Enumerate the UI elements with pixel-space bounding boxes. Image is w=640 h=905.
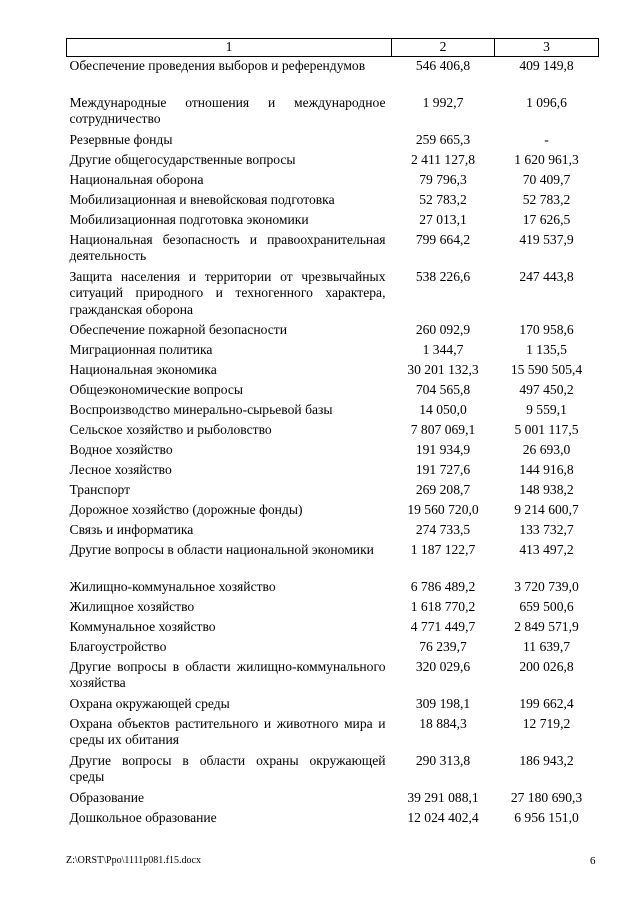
table-row xyxy=(67,151,599,171)
value-col2: 320 029,6 xyxy=(415,658,471,674)
table-row xyxy=(67,752,599,789)
row-label: Защита населения и территории от чрезвычайных ситуаций природного и техногенного характера, гражданская оборона xyxy=(69,268,386,317)
value-col3: 148 938,2 xyxy=(519,481,574,497)
value-col2: 2 411 127,8 xyxy=(410,151,476,167)
value-col2: 18 884,3 xyxy=(419,715,467,731)
value-col2: 79 796,3 xyxy=(419,171,467,187)
value-col3: 1 620 961,3 xyxy=(514,151,579,167)
value-col3: 170 958,6 xyxy=(519,321,574,337)
table-row xyxy=(67,381,599,401)
value-col3: 247 443,8 xyxy=(519,268,574,284)
value-col3: 186 943,2 xyxy=(519,752,574,768)
value-col3: 1 096,6 xyxy=(526,94,567,110)
row-label: Образование xyxy=(69,789,145,805)
value-col3: 70 409,7 xyxy=(522,171,571,187)
value-col3: 17 626,5 xyxy=(522,211,571,227)
value-col3: - xyxy=(544,131,549,147)
value-col3: 419 537,9 xyxy=(519,231,574,247)
table-row xyxy=(67,321,599,341)
table-row xyxy=(67,401,599,421)
value-col3: 659 500,6 xyxy=(519,598,574,614)
value-col2: 1 187 122,7 xyxy=(410,541,476,557)
row-label: Мобилизационная и вневойсковая подготовка xyxy=(69,191,335,207)
column-header-2: 2 xyxy=(392,39,495,57)
table-row xyxy=(67,94,599,131)
value-col3: 199 662,4 xyxy=(519,695,574,711)
row-label: Другие вопросы в области жилищно-коммунального хозяйства xyxy=(69,658,386,690)
value-col2: 269 208,7 xyxy=(415,481,471,497)
value-col3: 144 916,8 xyxy=(519,461,574,477)
value-col3: 133 732,7 xyxy=(519,521,574,537)
row-label: Национальная оборона xyxy=(69,171,204,187)
page-number: 6 xyxy=(590,855,596,867)
row-label: Национальная экономика xyxy=(69,361,217,377)
value-col2: 704 565,8 xyxy=(415,381,471,397)
table-row xyxy=(67,268,599,321)
value-col3: 26 693,0 xyxy=(522,441,571,457)
row-label: Охрана объектов растительного и животного мира и среды их обитания xyxy=(69,715,386,747)
value-col2: 30 201 132,3 xyxy=(407,361,479,377)
row-label: Водное хозяйство xyxy=(69,441,173,457)
value-col2: 19 560 720,0 xyxy=(407,501,479,517)
row-label: Охрана окружающей среды xyxy=(69,695,230,711)
value-col3: 6 956 151,0 xyxy=(514,809,579,825)
value-col2: 39 291 088,1 xyxy=(407,789,479,805)
row-label: Обеспечение проведения выборов и референдумов xyxy=(69,57,366,73)
table-row xyxy=(67,171,599,191)
value-col2: 52 783,2 xyxy=(419,191,467,207)
value-col2: 290 313,8 xyxy=(415,752,471,768)
value-col2: 260 092,9 xyxy=(415,321,471,337)
value-col3: 3 720 739,0 xyxy=(514,578,579,594)
table-row xyxy=(67,638,599,658)
table-row xyxy=(67,501,599,521)
value-col3: 11 639,7 xyxy=(522,638,571,654)
table-row xyxy=(67,191,599,211)
value-col2: 309 198,1 xyxy=(415,695,471,711)
table-row xyxy=(67,481,599,501)
value-col2: 12 024 402,4 xyxy=(407,809,479,825)
value-col3: 12 719,2 xyxy=(522,715,571,731)
budget-table xyxy=(66,38,599,829)
value-col3: 27 180 690,3 xyxy=(510,789,583,805)
value-col2: 1 618 770,2 xyxy=(410,598,476,614)
row-label: Жилищное хозяйство xyxy=(69,598,195,614)
footer-file-path: Z:\ORST\Ppo\1111p081.f15.docx xyxy=(66,855,201,866)
value-col2: 799 664,2 xyxy=(415,231,471,247)
row-label: Благоустройство xyxy=(69,638,167,654)
table-row xyxy=(67,461,599,481)
table-row xyxy=(67,578,599,598)
table-row xyxy=(67,541,599,578)
row-label: Коммунальное хозяйство xyxy=(69,618,216,634)
value-col2: 259 665,3 xyxy=(415,131,471,147)
value-col2: 14 050,0 xyxy=(419,401,467,417)
table-row xyxy=(67,231,599,268)
value-col3: 200 026,8 xyxy=(519,658,574,674)
row-label: Дошкольное образование xyxy=(69,809,217,825)
row-label: Транспорт xyxy=(69,481,131,497)
table-row xyxy=(67,421,599,441)
row-label: Резервные фонды xyxy=(69,131,173,147)
table-row xyxy=(67,441,599,461)
value-col2: 546 406,8 xyxy=(415,57,471,73)
row-label: Другие вопросы в области национальной экономики xyxy=(69,541,374,557)
value-col3: 15 590 505,4 xyxy=(510,361,583,377)
table-row xyxy=(67,341,599,361)
value-col3: 9 559,1 xyxy=(526,401,567,417)
value-col2: 1 344,7 xyxy=(422,341,464,357)
table-row xyxy=(67,131,599,151)
table-row xyxy=(67,598,599,618)
row-label: Сельское хозяйство и рыболовство xyxy=(69,421,272,437)
row-label: Другие вопросы в области охраны окружающей среды xyxy=(69,752,386,784)
row-label: Жилищно-коммунальное хозяйство xyxy=(69,578,276,594)
value-col2: 191 727,6 xyxy=(415,461,471,477)
column-header-1: 1 xyxy=(67,39,392,57)
value-col2: 4 771 449,7 xyxy=(410,618,476,634)
table-row xyxy=(67,618,599,638)
value-col3: 413 497,2 xyxy=(519,541,574,557)
row-label: Лесное хозяйство xyxy=(69,461,172,477)
table-row xyxy=(67,715,599,752)
row-label: Воспроизводство минерально-сырьевой базы xyxy=(69,401,333,417)
table-row xyxy=(67,521,599,541)
row-label: Национальная безопасность и правоохранительная деятельность xyxy=(69,231,386,263)
value-col2: 7 807 069,1 xyxy=(410,421,476,437)
row-label: Обеспечение пожарной безопасности xyxy=(69,321,288,337)
row-label: Миграционная политика xyxy=(69,341,213,357)
value-col3: 52 783,2 xyxy=(522,191,571,207)
value-col3: 497 450,2 xyxy=(519,381,574,397)
value-col2: 274 733,5 xyxy=(415,521,471,537)
value-col2: 538 226,6 xyxy=(415,268,471,284)
value-col2: 6 786 489,2 xyxy=(410,578,476,594)
value-col2: 1 992,7 xyxy=(422,94,464,110)
row-label: Мобилизационная подготовка экономики xyxy=(69,211,309,227)
table-header-row xyxy=(67,39,599,57)
value-col2: 191 934,9 xyxy=(415,441,471,457)
value-col3: 1 135,5 xyxy=(526,341,567,357)
value-col3: 409 149,8 xyxy=(519,57,574,73)
column-header-3: 3 xyxy=(495,39,599,57)
table-row xyxy=(67,211,599,231)
value-col3: 9 214 600,7 xyxy=(514,501,579,517)
row-label: Общеэкономические вопросы xyxy=(69,381,244,397)
row-label: Связь и информатика xyxy=(69,521,194,537)
value-col3: 5 001 117,5 xyxy=(514,421,579,437)
row-label: Международные отношения и международное сотрудничество xyxy=(69,94,386,126)
row-label: Дорожное хозяйство (дорожные фонды) xyxy=(69,501,303,517)
table-row xyxy=(67,361,599,381)
table-row xyxy=(67,56,599,94)
table-row xyxy=(67,695,599,715)
table-row xyxy=(67,789,599,809)
row-label: Другие общегосударственные вопросы xyxy=(69,151,296,167)
value-col3: 2 849 571,9 xyxy=(514,618,579,634)
value-col2: 76 239,7 xyxy=(419,638,467,654)
table-row xyxy=(67,809,599,829)
table-row xyxy=(67,658,599,695)
value-col2: 27 013,1 xyxy=(419,211,467,227)
